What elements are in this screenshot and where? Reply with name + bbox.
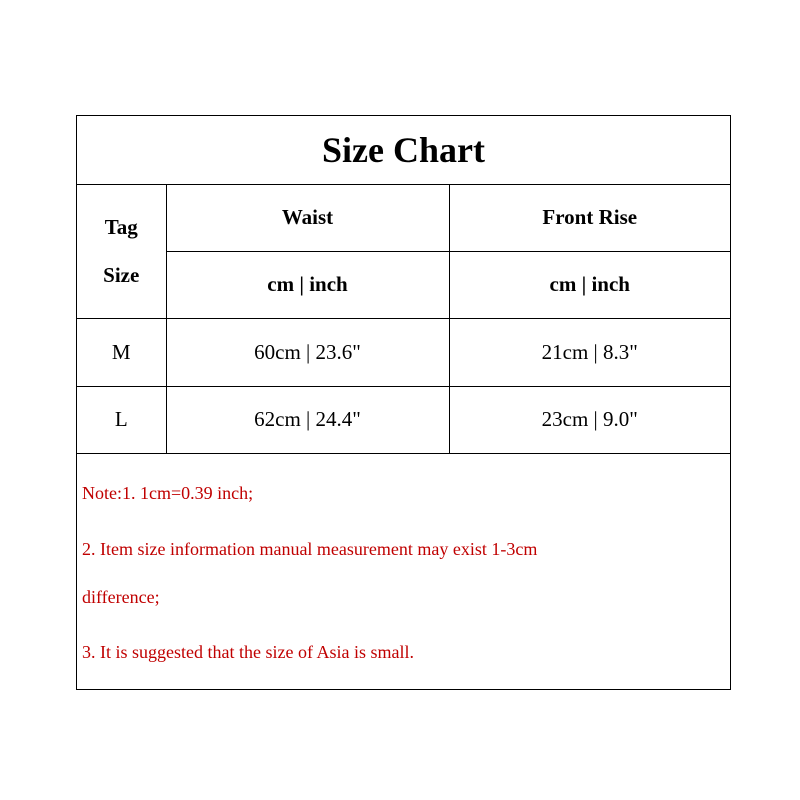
size-table	[77, 184, 730, 454]
header-waist-unit: cm | inch	[166, 251, 449, 318]
table-row	[77, 386, 730, 453]
chart-title: Size Chart	[77, 116, 730, 185]
note-line-2: 2. Item size information manual measurement may exist 1-3cm	[82, 539, 538, 559]
note-line-4: 3. It is suggested that the size of Asia is small.	[82, 642, 414, 662]
header-tag: Tag	[104, 214, 138, 239]
header-size: Size	[103, 262, 140, 287]
header-tag-size	[77, 184, 166, 318]
row-waist: 62cm | 24.4"	[166, 386, 449, 453]
table-row	[77, 318, 730, 386]
row-front-rise: 23cm | 9.0"	[449, 386, 730, 453]
note-line-3: difference;	[82, 587, 160, 607]
row-size: L	[77, 386, 166, 453]
header-waist: Waist	[166, 184, 449, 251]
header-front-rise: Front Rise	[449, 184, 730, 251]
note-line-1: Note:1. 1cm=0.39 inch;	[82, 483, 254, 503]
size-chart-frame	[76, 115, 731, 690]
row-front-rise: 21cm | 8.3"	[449, 318, 730, 386]
row-waist: 60cm | 23.6"	[166, 318, 449, 386]
row-size: M	[77, 318, 166, 386]
header-front-rise-unit: cm | inch	[449, 251, 730, 318]
